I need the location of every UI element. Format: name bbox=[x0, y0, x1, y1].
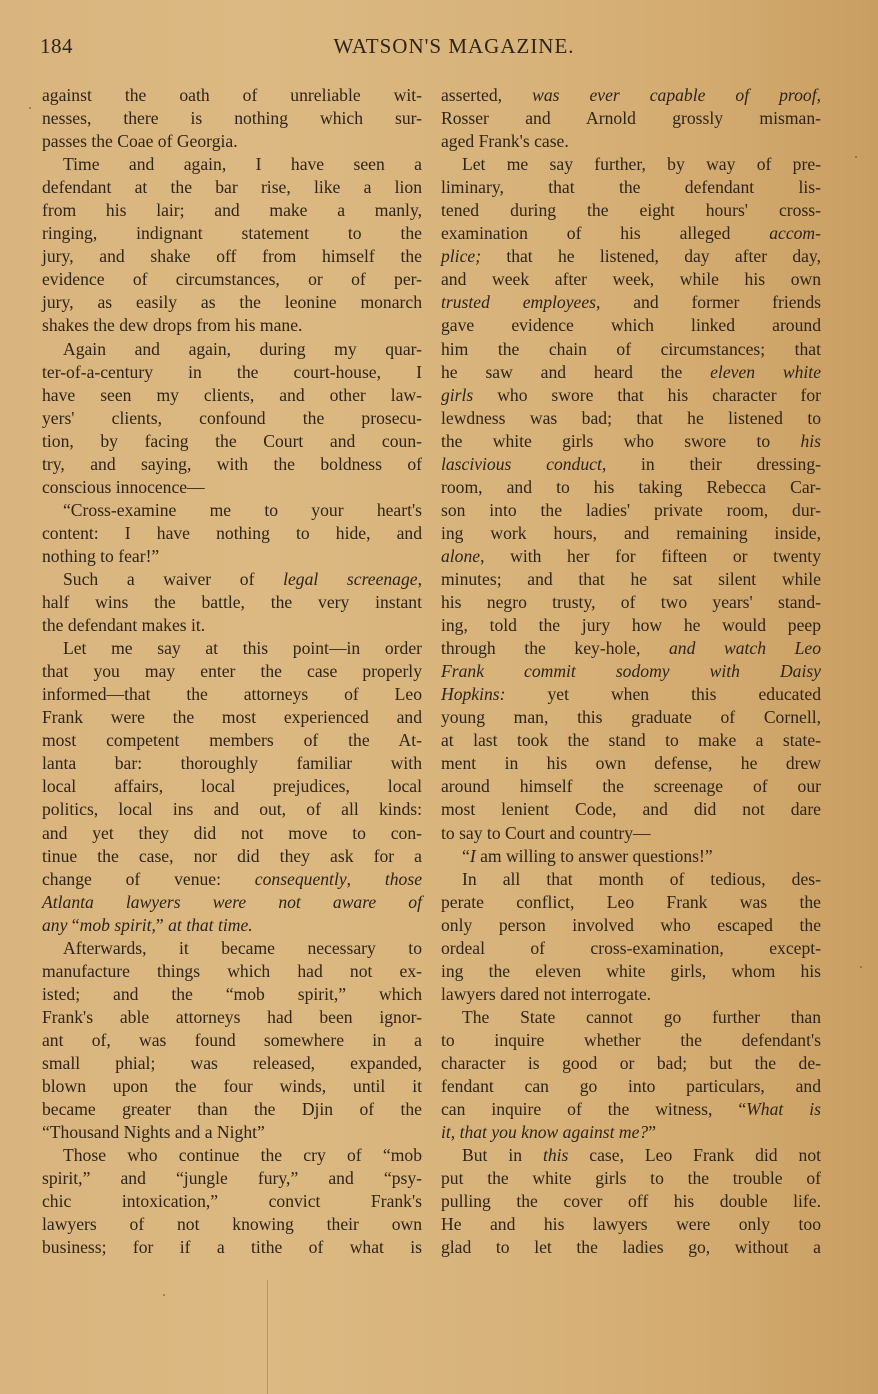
ink-speck bbox=[860, 966, 862, 968]
text-line bbox=[42, 706, 422, 729]
text-run: “Thousand Nights and a Night” bbox=[42, 1122, 265, 1143]
text-line bbox=[441, 914, 821, 937]
text-run: who swore that his character for bbox=[473, 384, 821, 405]
text-run: and week after week, while his own bbox=[441, 269, 821, 290]
italic-text: Hopkins: bbox=[441, 684, 506, 705]
text-run: tion, by facing the Court and coun- bbox=[42, 430, 422, 451]
text-line bbox=[42, 453, 422, 476]
text-line bbox=[441, 407, 821, 430]
text-line bbox=[441, 314, 821, 337]
text-line bbox=[441, 107, 821, 130]
text-run: through the key-hole, bbox=[441, 638, 669, 659]
italic-text: any bbox=[42, 914, 68, 935]
text-line bbox=[441, 1075, 821, 1098]
text-run: Time and again, I have seen a bbox=[63, 154, 422, 175]
text-run: young man, this graduate of Cornell, bbox=[441, 707, 821, 728]
text-run: ant of, was found somewhere in a bbox=[42, 1029, 422, 1050]
text-run: ” bbox=[155, 914, 169, 935]
text-run: can inquire of the witness, “ bbox=[441, 1099, 747, 1120]
text-line bbox=[441, 268, 821, 291]
text-run: content: I have nothing to hide, and bbox=[42, 522, 422, 543]
text-line bbox=[441, 798, 821, 821]
italic-text: alone bbox=[441, 545, 481, 566]
text-run: ing, told the jury how he would peep bbox=[441, 615, 821, 636]
text-run: defendant at the bar rise, like a lion bbox=[42, 177, 422, 198]
italic-text: plice; bbox=[441, 246, 482, 267]
text-line bbox=[42, 822, 422, 845]
text-run: informed—that the attorneys of Leo bbox=[42, 684, 422, 705]
page-number: 184 bbox=[40, 34, 73, 58]
text-run: examination of his alleged bbox=[441, 223, 770, 244]
text-run: he saw and heard the bbox=[441, 361, 711, 382]
page-header bbox=[40, 34, 838, 64]
text-run: ringing, indignant statement to the bbox=[42, 223, 422, 244]
text-run: have seen my clients, and other law- bbox=[42, 384, 422, 405]
text-line bbox=[441, 752, 821, 775]
text-line bbox=[42, 1167, 422, 1190]
text-line bbox=[441, 338, 821, 361]
italic-text: and watch Leo bbox=[668, 638, 821, 659]
text-line bbox=[42, 983, 422, 1006]
text-line bbox=[42, 1098, 422, 1121]
text-run: minutes; and that he sat silent while bbox=[441, 568, 821, 589]
text-run: The State cannot go further than bbox=[462, 1006, 821, 1027]
text-line bbox=[441, 568, 821, 591]
text-run: glad to let the ladies go, without a bbox=[441, 1237, 821, 1258]
text-line bbox=[42, 476, 422, 499]
text-run: Let me say further, by way of pre- bbox=[462, 154, 821, 175]
text-line bbox=[441, 499, 821, 522]
italic-text: girls bbox=[441, 384, 474, 405]
text-run: shakes the dew drops from his mane. bbox=[42, 315, 303, 336]
text-run: fendant can go into particulars, and bbox=[441, 1076, 821, 1097]
text-run: to say to Court and country— bbox=[441, 822, 651, 843]
italic-text: mob spirit, bbox=[79, 914, 156, 935]
italic-text: I bbox=[469, 845, 476, 866]
text-line bbox=[42, 1213, 422, 1236]
text-line bbox=[42, 891, 422, 914]
running-head: WATSON'S MAGAZINE. bbox=[333, 34, 575, 58]
text-run: , and former friends bbox=[595, 292, 821, 313]
text-run: local affairs, local prejudices, local bbox=[42, 776, 422, 797]
text-line bbox=[441, 153, 821, 176]
text-line bbox=[42, 407, 422, 430]
text-line bbox=[42, 199, 422, 222]
text-line bbox=[42, 84, 422, 107]
text-line bbox=[441, 1006, 821, 1029]
text-run: from his lair; and make a manly, bbox=[42, 200, 422, 221]
text-line bbox=[42, 1006, 422, 1029]
text-line bbox=[42, 384, 422, 407]
text-line bbox=[42, 914, 422, 937]
text-line bbox=[42, 130, 422, 153]
text-run: In all that month of tedious, des- bbox=[462, 868, 821, 889]
text-run: the defendant makes it. bbox=[42, 615, 206, 636]
text-line bbox=[42, 1190, 422, 1213]
ink-speck bbox=[855, 156, 857, 158]
text-line bbox=[441, 84, 821, 107]
text-run: yers' clients, confound the prosecu- bbox=[42, 407, 422, 428]
text-run: conscious innocence— bbox=[42, 476, 205, 497]
text-line bbox=[441, 983, 821, 1006]
text-run: most lenient Code, and did not dare bbox=[441, 799, 821, 820]
text-line bbox=[42, 937, 422, 960]
italic-text: lascivious conduct bbox=[441, 453, 602, 474]
text-line bbox=[441, 845, 821, 868]
text-run: around himself the screenage of our bbox=[441, 776, 821, 797]
text-run: business; for if a tithe of what is bbox=[42, 1237, 422, 1258]
text-line bbox=[42, 1121, 422, 1144]
text-run: half wins the battle, the very instant bbox=[42, 592, 422, 613]
text-run: ter-of-a-century in the court-house, I bbox=[42, 361, 422, 382]
text-line bbox=[42, 522, 422, 545]
text-run: yet when this educated bbox=[505, 684, 821, 705]
text-run: only person involved who escaped the bbox=[441, 914, 821, 935]
text-line bbox=[42, 729, 422, 752]
text-line bbox=[441, 545, 821, 568]
text-line bbox=[441, 199, 821, 222]
text-run: politics, local ins and out, of all kinds: bbox=[42, 799, 422, 820]
text-line bbox=[441, 361, 821, 384]
text-run: perate conflict, Leo Frank was the bbox=[441, 891, 821, 912]
text-line bbox=[42, 1236, 422, 1259]
text-run: manufacture things which had not ex- bbox=[42, 960, 422, 981]
italic-text: at that time. bbox=[168, 914, 253, 935]
text-run: lewdness was bad; that he listened to bbox=[441, 407, 821, 428]
text-line bbox=[42, 314, 422, 337]
text-run: to inquire whether the defendant's bbox=[441, 1029, 821, 1050]
text-run: Again and again, during my quar- bbox=[63, 338, 422, 359]
text-line bbox=[42, 960, 422, 983]
italic-text: eleven white bbox=[710, 361, 821, 382]
text-line bbox=[42, 153, 422, 176]
text-line bbox=[441, 706, 821, 729]
text-line bbox=[42, 338, 422, 361]
text-run: pulling the cover off his double life. bbox=[441, 1191, 821, 1212]
text-run: blown upon the four winds, until it bbox=[42, 1076, 422, 1097]
text-run: aged Frank's case. bbox=[441, 131, 569, 152]
text-column-right bbox=[441, 84, 821, 1259]
text-run: asserted, bbox=[441, 85, 533, 105]
text-run: nothing to fear!” bbox=[42, 545, 160, 566]
text-run: Frank's able attorneys had been ignor- bbox=[42, 1006, 422, 1027]
text-line bbox=[441, 591, 821, 614]
text-run: small phial; was released, expanded, bbox=[42, 1052, 422, 1073]
text-run: “ bbox=[67, 914, 80, 935]
text-line bbox=[441, 891, 821, 914]
ink-speck bbox=[29, 107, 31, 109]
text-line bbox=[441, 937, 821, 960]
text-run: liminary, that the defendant lis- bbox=[441, 177, 821, 198]
text-run: gave evidence which linked around bbox=[441, 315, 821, 336]
text-line bbox=[441, 1213, 821, 1236]
text-run: , in their dressing- bbox=[601, 453, 821, 474]
text-run: lanta bar: thoroughly familiar with bbox=[42, 753, 422, 774]
text-run: “Cross-examine me to your heart's bbox=[63, 499, 422, 520]
text-line bbox=[441, 291, 821, 314]
text-run: spirit,” and “jungle fury,” and “psy- bbox=[42, 1168, 422, 1189]
text-run: him the chain of circumstances; that bbox=[441, 338, 821, 359]
text-line bbox=[42, 614, 422, 637]
text-line bbox=[441, 1236, 821, 1259]
text-line bbox=[42, 1052, 422, 1075]
text-line bbox=[441, 1098, 821, 1121]
text-line bbox=[42, 1075, 422, 1098]
text-line bbox=[441, 384, 821, 407]
text-line bbox=[42, 568, 422, 591]
text-run: He and his lawyers were only too bbox=[441, 1214, 821, 1235]
text-run: ing the eleven white girls, whom his bbox=[441, 960, 821, 981]
text-run: son into the ladies' private room, dur- bbox=[441, 499, 821, 520]
text-run: his negro trusty, of two years' stand- bbox=[441, 592, 821, 613]
text-column-left bbox=[42, 84, 422, 1259]
text-line bbox=[42, 245, 422, 268]
text-run: against the oath of unreliable wit- bbox=[42, 85, 422, 105]
text-line bbox=[441, 775, 821, 798]
text-line bbox=[42, 1029, 422, 1052]
text-line bbox=[42, 222, 422, 245]
text-line bbox=[42, 499, 422, 522]
text-run: Those who continue the cry of “mob bbox=[63, 1145, 422, 1166]
italic-text: accom- bbox=[769, 223, 821, 244]
text-line bbox=[42, 545, 422, 568]
text-line bbox=[42, 361, 422, 384]
text-run: , with her for fifteen or twenty bbox=[480, 545, 821, 566]
text-line bbox=[441, 1190, 821, 1213]
text-line bbox=[441, 1029, 821, 1052]
text-line bbox=[42, 591, 422, 614]
text-line bbox=[441, 960, 821, 983]
text-run: nesses, there is nothing which sur- bbox=[42, 108, 422, 129]
text-run: the white girls who swore to bbox=[441, 430, 801, 451]
text-run: Let me say at this point—in order bbox=[63, 638, 422, 659]
italic-text: Frank commit sodomy with Daisy bbox=[441, 661, 821, 682]
text-run: at last took the stand to make a state- bbox=[441, 730, 821, 751]
text-run: try, and saying, with the boldness of bbox=[42, 453, 422, 474]
italic-text: consequently bbox=[254, 868, 347, 889]
text-line bbox=[441, 729, 821, 752]
italic-text: was ever capable of proof bbox=[532, 85, 817, 105]
text-run: But in bbox=[462, 1145, 543, 1166]
text-run: , bbox=[816, 85, 821, 105]
text-line bbox=[441, 1167, 821, 1190]
text-run: ” bbox=[648, 1122, 657, 1143]
text-line bbox=[42, 798, 422, 821]
text-line bbox=[42, 868, 422, 891]
text-run: Rosser and Arnold grossly misman- bbox=[441, 108, 821, 129]
text-line bbox=[441, 130, 821, 153]
text-line bbox=[42, 637, 422, 660]
text-line bbox=[42, 752, 422, 775]
text-run: and yet they did not move to con- bbox=[42, 822, 422, 843]
italic-text: his bbox=[800, 430, 821, 451]
text-run: am willing to answer questions!” bbox=[475, 845, 713, 866]
text-run: ing work hours, and remaining inside, bbox=[441, 522, 821, 543]
text-line bbox=[441, 683, 821, 706]
text-line bbox=[42, 268, 422, 291]
text-run: passes the Coae of Georgia. bbox=[42, 131, 238, 152]
italic-text: trusted employees bbox=[441, 292, 596, 313]
text-line bbox=[441, 614, 821, 637]
text-run: lawyers of not knowing their own bbox=[42, 1214, 422, 1235]
text-run: evidence of circumstances, or of per- bbox=[42, 269, 422, 290]
text-run: change of venue: bbox=[42, 868, 255, 889]
text-line bbox=[42, 107, 422, 130]
text-run: ordeal of cross-examination, except- bbox=[441, 937, 821, 958]
text-run: tened during the eight hours' cross- bbox=[441, 200, 821, 221]
italic-text: What is bbox=[746, 1099, 821, 1120]
italic-text: Atlanta lawyers were not aware of bbox=[42, 891, 422, 912]
text-run: tinue the case, nor did they ask for a bbox=[42, 845, 422, 866]
text-line bbox=[441, 822, 821, 845]
text-line bbox=[441, 637, 821, 660]
text-line bbox=[42, 683, 422, 706]
ink-speck bbox=[163, 1294, 165, 1296]
text-line bbox=[42, 176, 422, 199]
text-line bbox=[441, 868, 821, 891]
text-run: Frank were the most experienced and bbox=[42, 707, 422, 728]
text-line bbox=[441, 1052, 821, 1075]
text-line bbox=[441, 245, 821, 268]
text-line bbox=[42, 291, 422, 314]
text-run: Afterwards, it became necessary to bbox=[63, 937, 422, 958]
text-run: room, and to his taking Rebecca Car- bbox=[441, 476, 821, 497]
text-line bbox=[42, 845, 422, 868]
text-run: chic intoxication,” convict Frank's bbox=[42, 1191, 422, 1212]
text-line bbox=[441, 430, 821, 453]
text-run: ment in his own defense, he drew bbox=[441, 753, 821, 774]
text-line bbox=[42, 775, 422, 798]
text-line bbox=[441, 1144, 821, 1167]
text-line bbox=[441, 453, 821, 476]
text-run: lawyers dared not interrogate. bbox=[441, 983, 652, 1004]
text-line bbox=[441, 1121, 821, 1144]
text-run: , bbox=[346, 868, 385, 889]
text-run: Such a waiver of bbox=[63, 568, 284, 589]
text-line bbox=[441, 476, 821, 499]
text-run: became greater than the Djin of the bbox=[42, 1099, 422, 1120]
text-line bbox=[441, 522, 821, 545]
text-line bbox=[42, 660, 422, 683]
text-line bbox=[441, 660, 821, 683]
italic-text: this bbox=[542, 1145, 569, 1166]
text-run: , bbox=[417, 568, 422, 589]
text-line bbox=[441, 222, 821, 245]
text-line bbox=[42, 1144, 422, 1167]
italic-text: legal screenage bbox=[283, 568, 418, 589]
text-run: that he listened, day after day, bbox=[481, 246, 821, 267]
text-run: isted; and the “mob spirit,” which bbox=[42, 983, 422, 1004]
text-run: case, Leo Frank did not bbox=[568, 1145, 822, 1166]
italic-text: it, that you know against me? bbox=[441, 1122, 649, 1143]
text-run: “ bbox=[462, 845, 470, 866]
text-run: jury, and shake off from himself the bbox=[42, 246, 422, 267]
text-run: most competent members of the At- bbox=[42, 730, 422, 751]
text-line bbox=[42, 430, 422, 453]
italic-text: those bbox=[384, 868, 422, 889]
page-fold-mark bbox=[267, 1280, 268, 1394]
text-run: put the white girls to the trouble of bbox=[441, 1168, 821, 1189]
text-run: character is good or bad; but the de- bbox=[441, 1052, 821, 1073]
text-run: jury, as easily as the leonine monarch bbox=[42, 292, 422, 313]
text-line bbox=[441, 176, 821, 199]
text-run: that you may enter the case properly bbox=[42, 661, 422, 682]
